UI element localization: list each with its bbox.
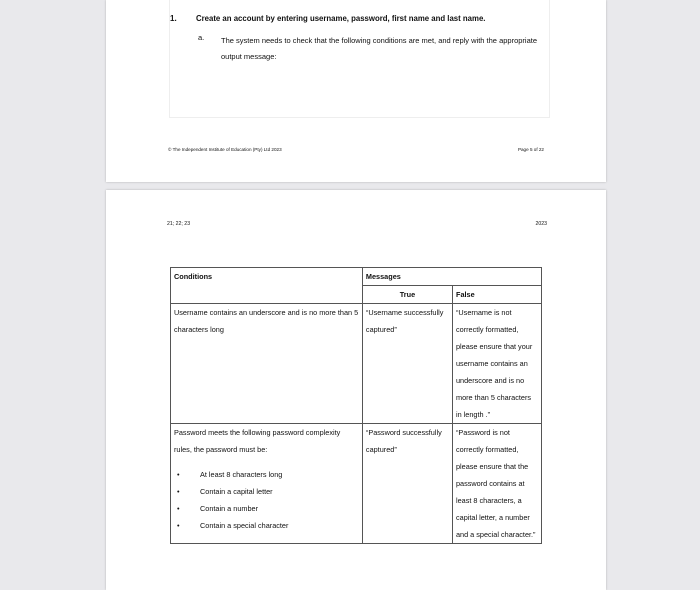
false-message-cell: “Password is not correctly formatted, please ensure that the password contains at least 8 characters, a capital letter, a number and a special character.”	[452, 424, 541, 544]
item-number: 1.	[170, 14, 177, 23]
condition-text: Password meets the following password complexity rules, the password must be:	[174, 428, 341, 454]
conditions-header: Conditions	[171, 268, 363, 304]
list-item: • Contain a number	[174, 500, 359, 517]
true-message-cell: “Password successfully captured”	[362, 424, 452, 544]
copyright-footer: © The Independent Institute of Education (Pty) Ltd 2023	[168, 147, 282, 152]
table-header-row	[171, 268, 542, 286]
document-page-6	[106, 190, 606, 590]
table-row	[171, 424, 542, 544]
messages-header: Messages	[362, 268, 541, 286]
false-header: False	[452, 286, 541, 304]
sub-item-letter: a.	[198, 33, 205, 42]
condition-cell	[171, 424, 363, 544]
true-header: True	[362, 286, 452, 304]
conditions-table	[170, 267, 542, 544]
list-item: • Contain a special character	[174, 517, 359, 534]
bullet-icon: •	[177, 487, 180, 496]
list-item: • At least 8 characters long	[174, 466, 359, 483]
true-message-cell: “Username successfully captured”	[362, 304, 452, 424]
page-header-codes: 21; 22; 23	[167, 221, 191, 227]
bullet-icon: •	[177, 521, 180, 530]
bullet-icon: •	[177, 470, 180, 479]
false-message-cell: “Username is not correctly formatted, please ensure that your username contains an underscore and is no more than 5 characters in length .”	[452, 304, 541, 424]
bullet-icon: •	[177, 504, 180, 513]
condition-cell: Username contains an underscore and is no more than 5 characters long	[171, 304, 363, 424]
table-row	[171, 304, 542, 424]
item-heading: Create an account by entering username, password, first name and last name.	[196, 14, 486, 23]
page-header-year: 2023	[535, 221, 547, 227]
document-page-5	[106, 0, 606, 182]
list-item: • Contain a capital letter	[174, 483, 359, 500]
page-number-footer: Page 5 of 22	[517, 147, 544, 152]
password-rules-list	[174, 466, 359, 534]
sub-item-text: The system needs to check that the following conditions are met, and reply with the appropriate output message:	[221, 36, 538, 61]
